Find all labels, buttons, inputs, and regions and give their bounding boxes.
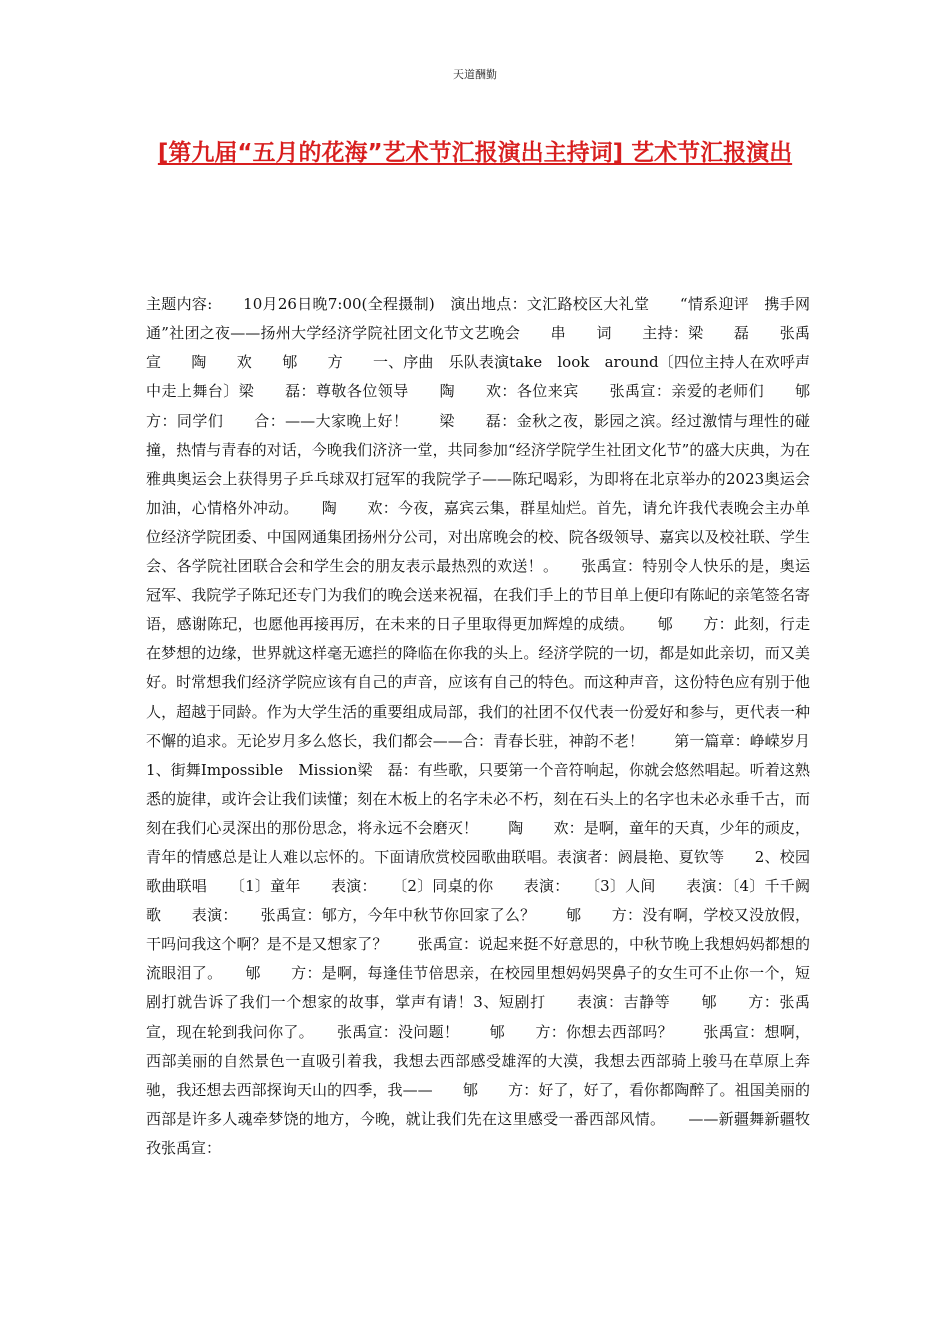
document-body — [146, 232, 841, 1192]
body-paragraph: 主题内容: 10月26日晚7:00(全程摄制) 演出地点：文汇路校区大礼堂 “情系迎评 携手网通”社团之夜——扬州大学经济学院社团文化节文艺晚会 串 词 主持：梁 磊 张禹宣 陶 欢 郇 方 一、序曲 乐队表演take look around〔四位主持人在欢呼声中走上舞台〕梁 磊：尊敬各位领导 陶 欢：各位来宾 张禹宣：亲爱的老师们 郇 方：同学们 合：——大家晚上好！ 梁 磊：金秋之夜，影园之滨。经过激情与理性的碰撞，热情与青春的对话，今晚我们济济一堂，共同参加“经济学院学生社团文化节”的盛大庆典，为在雅典奥运会上获得男子乒乓球双打冠军的我院学子——陈玘喝彩，为即将在北京举办的2023奥运会加油，心情格外冲动。 陶 欢：今夜，嘉宾云集，群星灿烂。首先，请允许我代表晚会主办单位经济学院团委、中国网通集团扬州分公司，对出席晚会的校、院各级领导、嘉宾以及校社联、学生会、各学院社团联合会和学生会的朋友表示最热烈的欢送！。 张禹宣：特别令人快乐的是，奥运冠军、我院学子陈玘还专门为我们的晚会送来祝福，在我们手上的节目单上便印有陈屺的亲笔签名寄语，感谢陈玘，也愿他再接再厉，在未来的日子里取得更加辉煌的成绩。 郇 方：此刻，行走在梦想的边缘，世界就这样毫无遮拦的降临在你我的头上。经济学院的一切，都是如此亲切，而又美好。时常想我们经济学院应该有自己的声音，应该有自己的特色。而这种声音，这份特色应有别于他人，超越于同龄。作为大学生活的重要组成局部，我们的社团不仅代表一份爱好和参与，更代表一种不懈的追求。无论岁月多么悠长，我们都会——合：青春长驻，神韵不老！ 第一篇章：峥嵘岁月 1、街舞Impossible Mission梁 磊：有些歌，只要第一个音符响起，你就会悠然唱起。听着这熟悉的旋律，或许会让我们读懂；刻在木板上的名字未必不朽，刻在石头上的名字也未必永垂千古，而刻在我们心灵深出的那份思念，将永远不会磨灭！ 陶 欢：是啊，童年的天真，少年的顽皮，青年的情感总是让人难以忘怀的。下面请欣赏校园歌曲联唱。表演者：阏晨艳、夏钦等 2、校园歌曲联唱 〔1〕童年 表演： 〔2〕同桌的你 表演： 〔3〕人间 表演：〔4〕千千阙歌 表演： 张禹宣：郇方，今年中秋节你回家了么？ 郇 方：没有啊，学校又没放假，干吗问我这个啊？是不是又想家了？ 张禹宣：说起来挺不好意思的，中秋节晚上我想妈妈都想的流眼泪了。 郇 方：是啊，每逢佳节倍思亲，在校园里想妈妈哭鼻子的女生可不止你一个，短剧打就告诉了我们一个想家的故事，掌声有请！3、短剧打 表演：吉静等 郇 方：张禹宣，现在轮到我问你了。 张禹宣：没问题！ 郇 方：你想去西部吗？ 张禹宣：想啊，西部美丽的自然景色一直吸引着我，我想去西部感受雄浑的大漠，我想去西部骑上骏马在草原上奔驰，我还想去西部探询天山的四季，我—— 郇 方：好了，好了，看你都陶醉了。祖国美丽的西部是许多人魂牵梦饶的地方，今晚，就让我们先在这里感受一番西部风情。 ——新疆舞新疆牧孜张禹宣： — [146, 295, 841, 1157]
document-title: [第九届“五月的花海”艺术节汇报演出主持词] 艺术节汇报演出 — [157, 140, 793, 166]
page-header: 天道酬勤 — [453, 68, 497, 81]
